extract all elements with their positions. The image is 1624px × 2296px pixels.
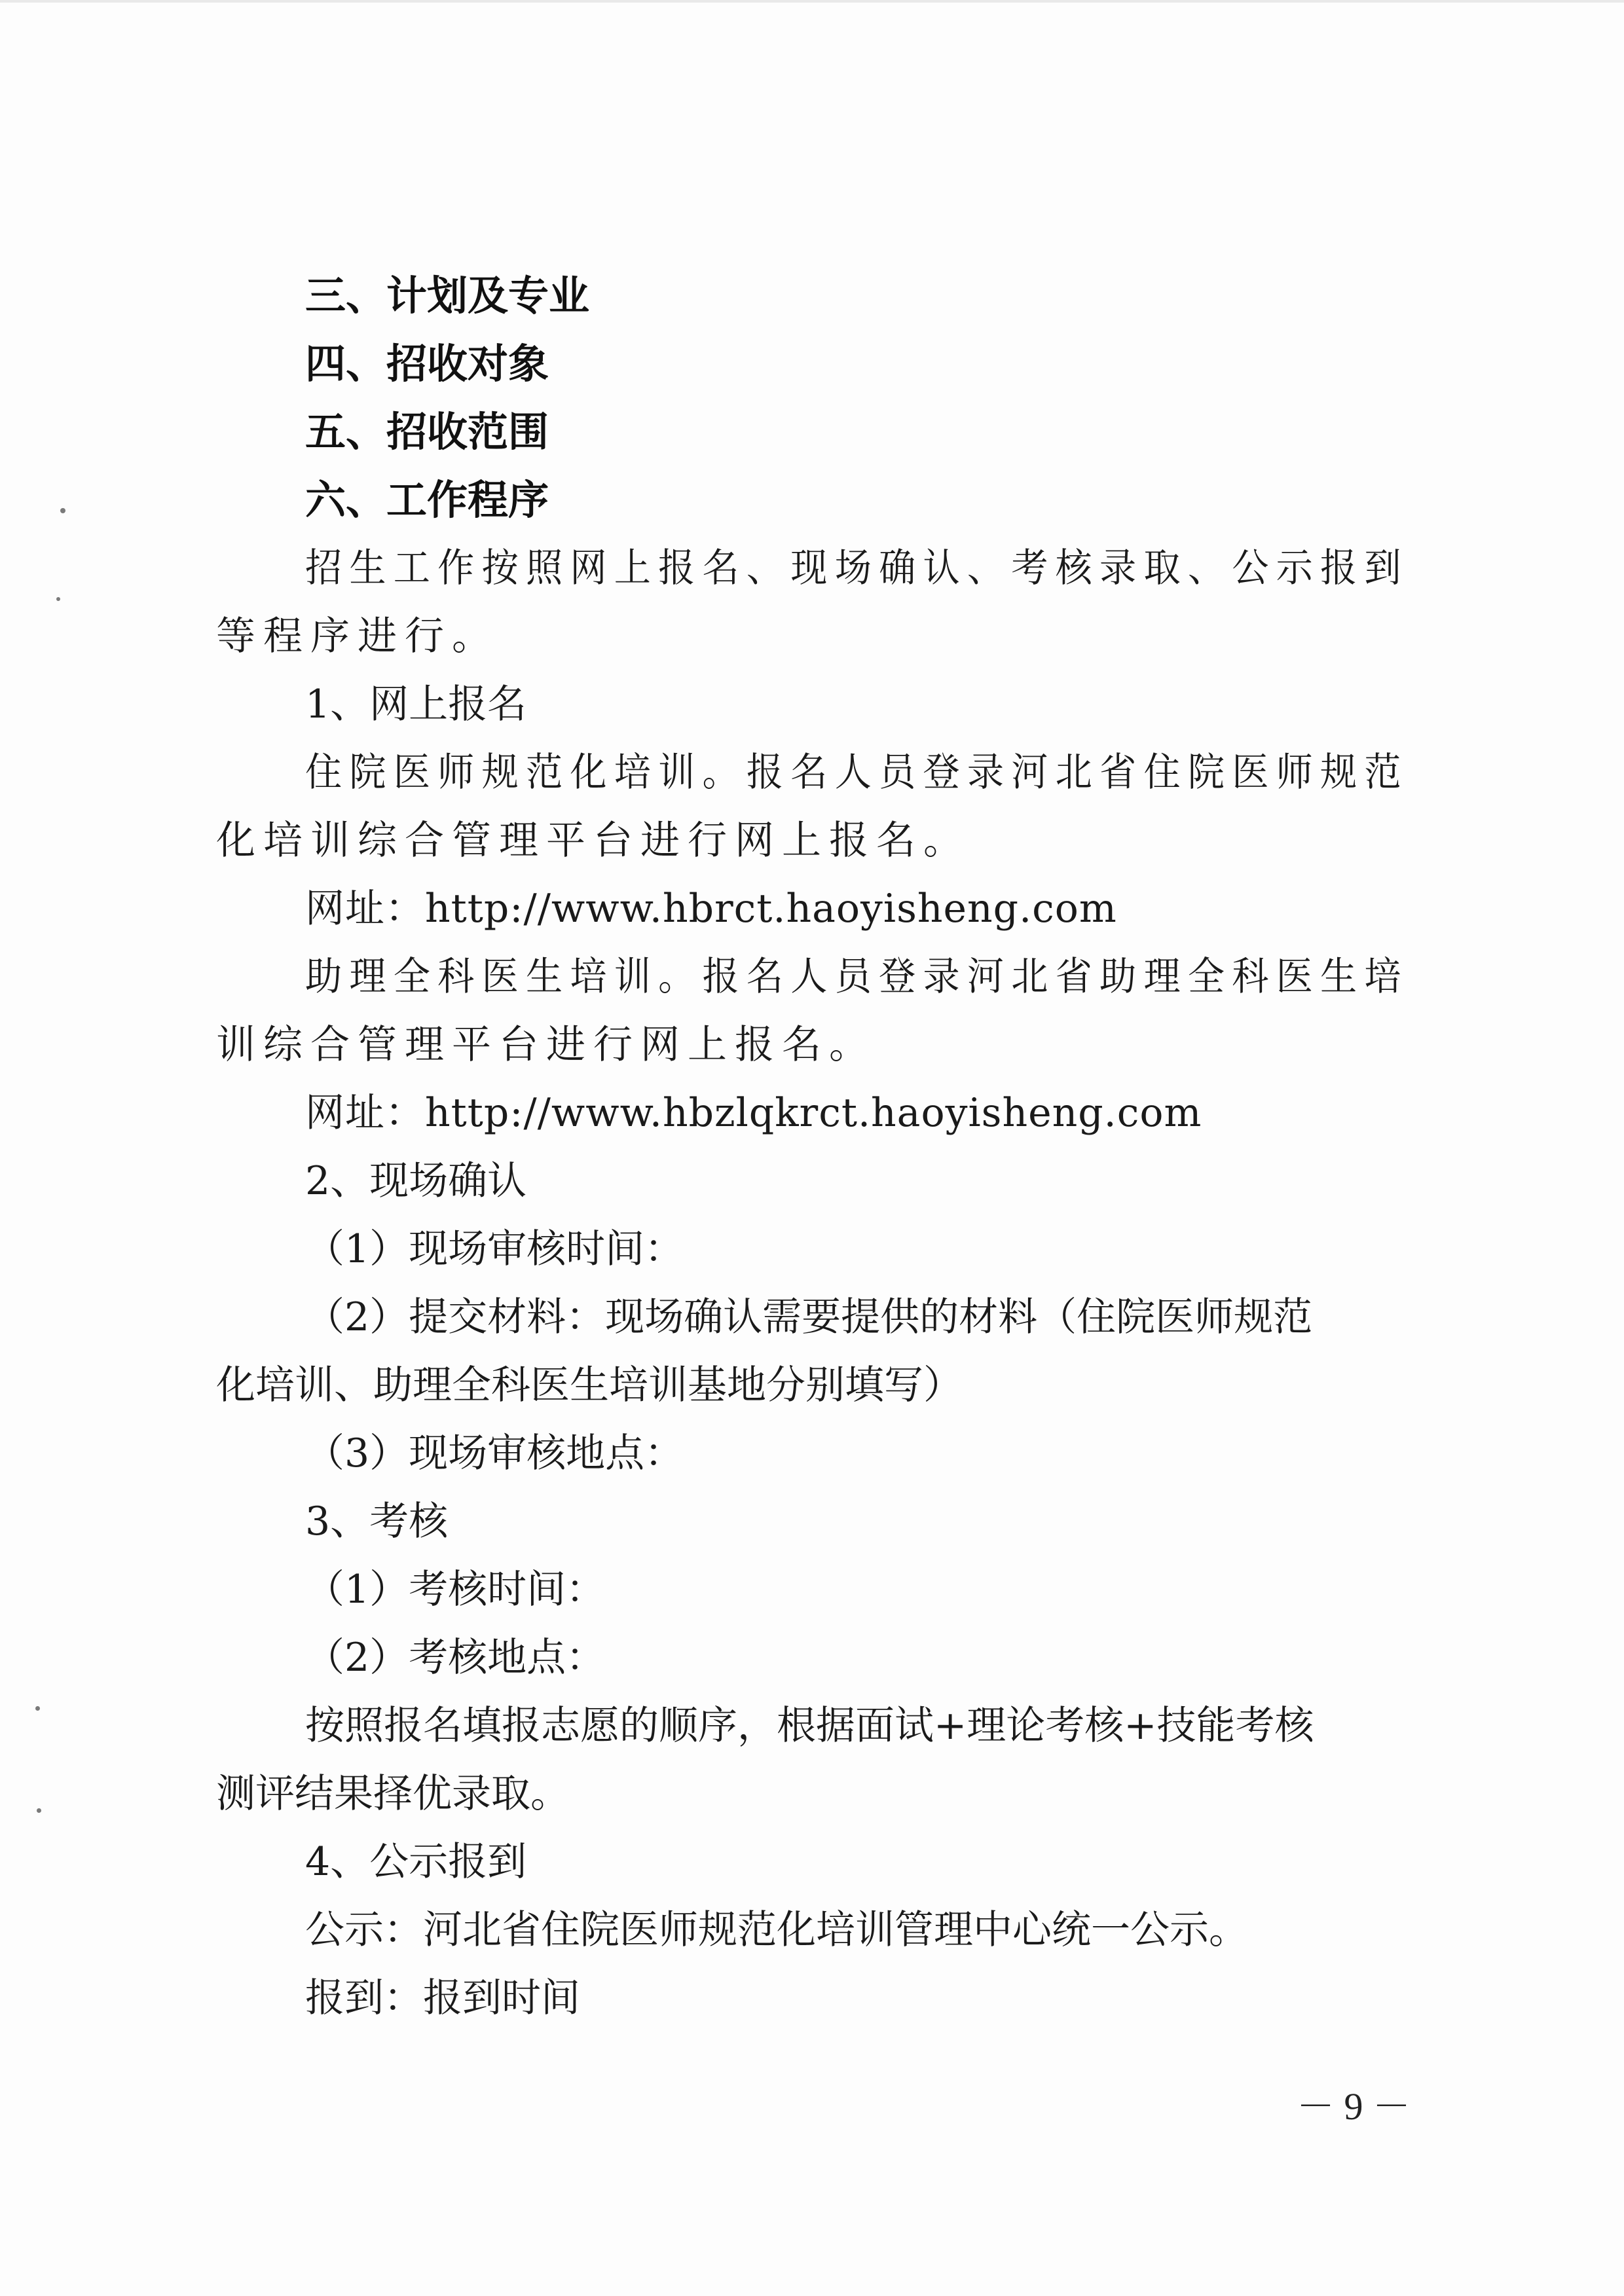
step1-resident-line-2: 化培训综合管理平台进行网上报名。: [216, 818, 970, 864]
scan-speck: [60, 508, 65, 513]
intro-line-2: 等程序进行。: [216, 613, 499, 659]
heading-recruitment-targets: 四、招收对象: [305, 340, 549, 388]
heading-recruitment-scope: 五、招收范围: [305, 408, 549, 456]
step3-exam-place: （2）考核地点：: [305, 1635, 606, 1681]
step2-title: 2、现场确认: [305, 1158, 527, 1204]
step2-review-time: （1）现场审核时间：: [305, 1226, 684, 1272]
scan-speck: [37, 1808, 41, 1813]
step1-resident-line-1: 住院医师规范化培训。报名人员登录河北省住院医师规范: [305, 750, 1409, 795]
assistant-platform-url: 网址：http://www.hbzlqkrct.haoyisheng.com: [305, 1090, 1202, 1136]
step3-exam-time: （1）考核时间：: [305, 1567, 606, 1613]
step2-materials-line-2: 化培训、助理全科医生培训基地分别填写）: [216, 1362, 963, 1408]
step3-title: 3、考核: [305, 1499, 449, 1544]
scan-speck: [56, 597, 60, 601]
step4-title: 4、公示报到: [305, 1839, 527, 1885]
page-number: － 9 －: [1297, 2085, 1411, 2128]
heading-plan-and-majors: 三、计划及专业: [305, 272, 590, 319]
step1-assistant-line-2: 训综合管理平台进行网上报名。: [216, 1022, 876, 1068]
step2-materials-line-1: （2）提交材料：现场确认需要提供的材料（住院医师规范: [305, 1294, 1313, 1340]
step4-report: 报到：报到时间: [305, 1975, 580, 2021]
scan-speck: [35, 1706, 40, 1711]
step1-title: 1、网上报名: [305, 682, 527, 727]
intro-line-1: 招生工作按照网上报名、现场确认、考核录取、公示报到: [305, 545, 1409, 591]
step2-review-place: （3）现场审核地点：: [305, 1430, 684, 1476]
scan-edge: [0, 0, 1624, 3]
step3-rule-line-2: 测评结果择优录取。: [216, 1771, 570, 1817]
step1-assistant-line-1: 助理全科医生培训。报名人员登录河北省助理全科医生培: [305, 954, 1409, 1000]
step3-rule-line-1: 按照报名填报志愿的顺序，根据面试+理论考核+技能考核: [305, 1703, 1314, 1749]
step4-publicity: 公示：河北省住院医师规范化培训管理中心统一公示。: [305, 1907, 1248, 1953]
resident-platform-url: 网址：http://www.hbrct.haoyisheng.com: [305, 886, 1117, 932]
heading-work-procedure: 六、工作程序: [305, 476, 549, 524]
